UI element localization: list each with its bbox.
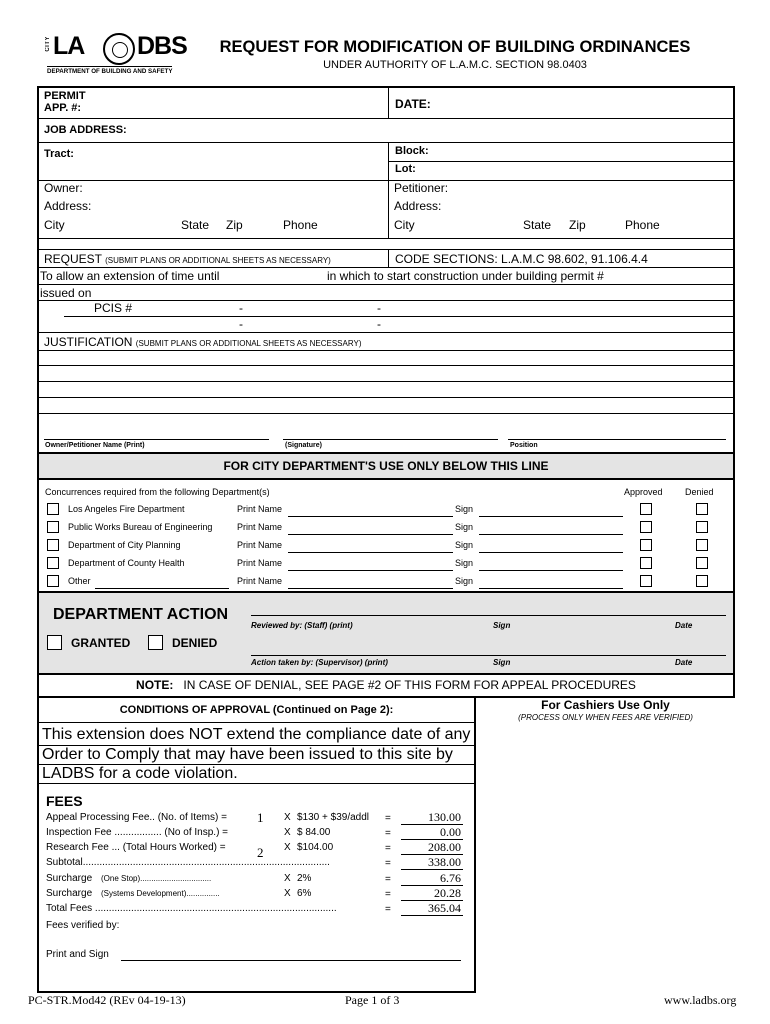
- request-note: (SUBMIT PLANS OR ADDITIONAL SHEETS AS NECESSARY): [105, 256, 331, 265]
- denial-note: [39, 678, 733, 692]
- signature-label: (Signature): [285, 442, 322, 449]
- print-name-label: Print Name: [237, 540, 283, 550]
- denied-checkbox[interactable]: [696, 557, 708, 569]
- block-label: Block:: [395, 145, 429, 157]
- petitioner-city-label: City: [394, 218, 415, 232]
- denied-checkbox[interactable]: [696, 575, 708, 587]
- denied-checkbox[interactable]: [148, 635, 163, 650]
- reviewed-by-label: Reviewed by: (Staff) (print): [251, 621, 353, 630]
- denied-action-label: DENIED: [172, 636, 218, 650]
- petitioner-address-label: Address:: [394, 199, 442, 213]
- form-main-section: [37, 86, 735, 698]
- sign-line[interactable]: [479, 516, 623, 517]
- print-name-line[interactable]: [288, 552, 453, 553]
- sign-line[interactable]: [479, 534, 623, 535]
- petitioner-state-label: State: [523, 218, 552, 232]
- fee-label: Total Fees .......................................................................................: [46, 903, 337, 914]
- fee-equals: =: [385, 828, 391, 839]
- fees-verified-label: Fees verified by:: [46, 920, 120, 931]
- print-name-label: Print Name: [237, 576, 283, 586]
- fee-multiplier: X: [284, 827, 291, 838]
- department-checkbox[interactable]: [47, 521, 59, 533]
- fee-equals: =: [385, 858, 391, 869]
- fee-amount[interactable]: 208.00: [428, 840, 461, 854]
- fee-amount[interactable]: 6.76: [440, 871, 461, 885]
- department-checkbox[interactable]: [47, 557, 59, 569]
- fee-multiplier: X: [284, 812, 291, 823]
- reviewed-sign-label: Sign: [493, 621, 511, 630]
- permit-label-line2: APP. #:: [44, 102, 82, 114]
- logo-city-text: CITY: [45, 36, 51, 52]
- fee-amount[interactable]: 130.00: [428, 810, 461, 824]
- concurrences-label: Concurrences required from the following Department(s): [45, 487, 270, 497]
- fee-label: Subtotal.........................................................................................: [46, 857, 330, 868]
- fees-heading: FEES: [46, 793, 83, 809]
- fee-quantity[interactable]: 2: [257, 845, 264, 860]
- petitioner-label: Petitioner:: [394, 181, 449, 195]
- reviewed-date-label: Date: [675, 621, 693, 630]
- cashier-note: (PROCESS ONLY WHEN FEES ARE VERIFIED): [518, 713, 693, 722]
- approved-checkbox[interactable]: [640, 521, 652, 533]
- print-name-label: Print Name: [237, 522, 283, 532]
- department-name: Other: [68, 576, 91, 586]
- action-taken-by-label: Action taken by: (Supervisor) (print): [251, 658, 388, 667]
- fee-label: Surcharge: [46, 888, 93, 899]
- fee-sublabel: (One Stop)................................: [101, 874, 212, 883]
- pcis-dash-2: -: [377, 301, 381, 315]
- fee-amount[interactable]: 365.04: [428, 901, 461, 915]
- pcis-label: PCIS #: [94, 301, 133, 315]
- note-label: NOTE:: [136, 678, 174, 692]
- justification-title: JUSTIFICATION: [44, 335, 133, 349]
- approved-checkbox[interactable]: [640, 575, 652, 587]
- sign-label: Sign: [455, 522, 474, 532]
- owner-address-label: Address:: [44, 199, 92, 213]
- pcis-dash-4: -: [377, 317, 381, 331]
- owner-zip-label: Zip: [226, 218, 243, 232]
- cashier-heading: For Cashiers Use Only: [541, 698, 670, 712]
- permit-label-line1: PERMIT: [44, 90, 86, 102]
- fee-amount-line: [401, 915, 463, 916]
- fee-label: Research Fee ... (Total Hours Worked) =: [46, 842, 226, 853]
- logo-department-text: DEPARTMENT OF BUILDING AND SAFETY: [47, 68, 173, 75]
- print-name-line[interactable]: [288, 570, 453, 571]
- print-name-label: Print Name: [237, 504, 283, 514]
- print-name-line[interactable]: [288, 588, 453, 589]
- denied-checkbox[interactable]: [696, 521, 708, 533]
- department-checkbox[interactable]: [47, 503, 59, 515]
- sign-label: Sign: [455, 540, 474, 550]
- print-and-sign-label: Print and Sign: [46, 949, 109, 960]
- note-text: IN CASE OF DENIAL, SEE PAGE #2 OF THIS FORM FOR APPEAL PROCEDURES: [183, 678, 636, 692]
- fee-multiplier: X: [284, 873, 291, 884]
- action-date-label: Date: [675, 658, 693, 667]
- extension-text-part2: in which to start construction under building permit #: [327, 269, 604, 283]
- department-checkbox[interactable]: [47, 575, 59, 587]
- owner-name-print-label: Owner/Petitioner Name (Print): [45, 442, 145, 449]
- fee-quantity[interactable]: 1: [257, 810, 264, 825]
- owner-label: Owner:: [44, 181, 83, 195]
- fee-label: Inspection Fee ................. (No of Insp.) =: [46, 827, 229, 838]
- fee-multiplier: X: [284, 888, 291, 899]
- print-name-line[interactable]: [288, 534, 453, 535]
- department-name: Los Angeles Fire Department: [68, 504, 185, 514]
- permit-app-label: [44, 90, 86, 114]
- pcis-dash-3: -: [239, 317, 243, 331]
- sign-line[interactable]: [479, 570, 623, 571]
- owner-state-label: State: [181, 218, 210, 232]
- fee-equals: =: [385, 843, 391, 854]
- department-name: Department of County Health: [68, 558, 185, 568]
- fee-sublabel: (Systems Development)...............: [101, 889, 220, 898]
- department-checkbox[interactable]: [47, 539, 59, 551]
- fee-multiplier: X: [284, 842, 291, 853]
- approved-column-label: Approved: [624, 487, 663, 497]
- date-label: DATE:: [395, 97, 431, 111]
- fee-equals: =: [385, 889, 391, 900]
- denied-checkbox[interactable]: [696, 539, 708, 551]
- sign-label: Sign: [455, 558, 474, 568]
- condition-line-2: Order to Comply that may have been issued to this site by: [42, 746, 453, 763]
- job-address-label: JOB ADDRESS:: [44, 124, 127, 136]
- denied-checkbox[interactable]: [696, 503, 708, 515]
- city-use-heading: FOR CITY DEPARTMENT'S USE ONLY BELOW THIS LINE: [223, 459, 549, 473]
- justification-note: (SUBMIT PLANS OR ADDITIONAL SHEETS AS NECESSARY): [135, 339, 362, 348]
- fee-equals: =: [385, 874, 391, 885]
- fee-equals: =: [385, 904, 391, 915]
- form-id: PC-STR.Mod42 (REv 04-19-13): [28, 993, 186, 1007]
- action-sign-label: Sign: [493, 658, 511, 667]
- print-name-label: Print Name: [237, 558, 283, 568]
- condition-line-3: LADBS for a code violation.: [42, 765, 238, 782]
- fee-amount[interactable]: 20.28: [434, 886, 461, 900]
- department-action-heading: DEPARTMENT ACTION: [53, 606, 229, 623]
- conditions-heading: CONDITIONS OF APPROVAL (Continued on Page 2):: [119, 704, 394, 716]
- fee-rate: 6%: [297, 888, 312, 899]
- city-seal-icon: [103, 33, 135, 65]
- request-label: [44, 252, 331, 266]
- issued-on-label: issued on: [40, 286, 92, 300]
- fee-equals: =: [385, 813, 391, 824]
- petitioner-phone-label: Phone: [625, 218, 660, 232]
- fee-rate: $104.00: [297, 842, 334, 853]
- sign-label: Sign: [455, 504, 474, 514]
- form-subtitle: UNDER AUTHORITY OF L.A.M.C. SECTION 98.0403: [323, 59, 587, 71]
- fee-rate: $130 + $39/addl: [297, 812, 370, 823]
- owner-city-label: City: [44, 218, 65, 232]
- fee-rate: 2%: [297, 873, 312, 884]
- logo-la-text: LA: [53, 32, 85, 60]
- approved-checkbox[interactable]: [640, 539, 652, 551]
- petitioner-zip-label: Zip: [569, 218, 586, 232]
- condition-line-1: This extension does NOT extend the compliance date of any: [42, 726, 471, 743]
- fee-amount-line: [401, 869, 463, 870]
- fee-label: Appeal Processing Fee.. (No. of Items) =: [46, 812, 227, 823]
- logo-dbs-text: DBS: [137, 32, 187, 60]
- department-name: Department of City Planning: [68, 540, 181, 550]
- print-name-line[interactable]: [288, 516, 453, 517]
- lot-label: Lot:: [395, 163, 416, 175]
- granted-checkbox[interactable]: [47, 635, 62, 650]
- sign-line[interactable]: [479, 552, 623, 553]
- fee-amount[interactable]: 0.00: [440, 825, 461, 839]
- page-number: Page 1 of 3: [345, 993, 400, 1007]
- request-title: REQUEST: [44, 252, 102, 266]
- sign-label: Sign: [455, 576, 474, 586]
- owner-phone-label: Phone: [283, 218, 318, 232]
- pcis-dash-1: -: [239, 301, 243, 315]
- tract-label: Tract:: [44, 148, 74, 160]
- extension-text-part1: To allow an extension of time until: [40, 269, 220, 283]
- approved-checkbox[interactable]: [640, 503, 652, 515]
- denied-column-label: Denied: [685, 487, 714, 497]
- website-url: www.ladbs.org: [664, 993, 737, 1007]
- code-sections-label: CODE SECTIONS: L.A.M.C 98.602, 91.106.4.4: [395, 252, 648, 266]
- other-department-line[interactable]: [95, 588, 229, 589]
- position-label: Position: [510, 442, 538, 449]
- fee-label: Surcharge: [46, 873, 93, 884]
- granted-label: GRANTED: [71, 636, 131, 650]
- approved-checkbox[interactable]: [640, 557, 652, 569]
- conditions-section: [37, 697, 476, 993]
- fee-rate: $ 84.00: [297, 827, 331, 838]
- sign-line[interactable]: [479, 588, 623, 589]
- department-name: Public Works Bureau of Engineering: [68, 522, 213, 532]
- form-title: REQUEST FOR MODIFICATION OF BUILDING ORDINANCES: [219, 38, 691, 56]
- fee-amount[interactable]: 338.00: [428, 855, 461, 869]
- ladbs-logo: [45, 30, 185, 78]
- justification-label: [44, 335, 361, 349]
